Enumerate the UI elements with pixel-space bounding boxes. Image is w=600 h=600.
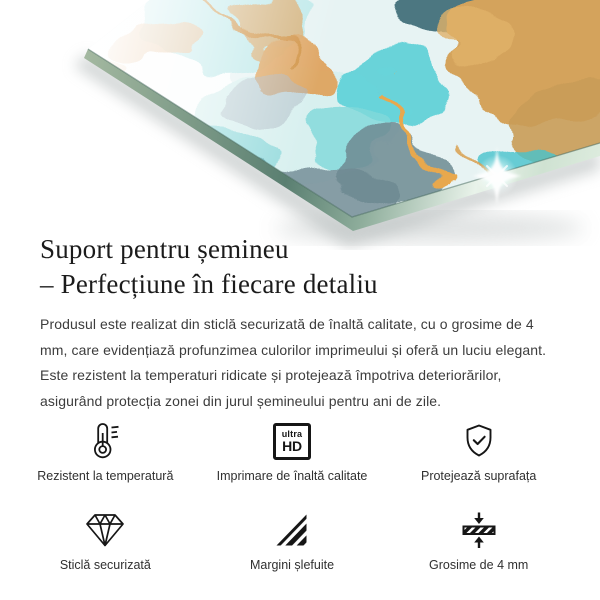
feature-temperature: [12, 420, 199, 483]
description-paragraph: Produsul este realizat din sticlă securizată de înaltă calitate, cu o grosime de 4 mm, care evidențiază profunzimea culorilor imprimeului și oferă un luciu elegant. Este rezistent la temperaturi ridicate și protejează împotriva deteriorărilor, asigurând protecția zonei din jurul șemineului pentru ani de zile.: [40, 316, 547, 409]
thickness-4mm-icon: [459, 509, 499, 551]
feature-thickness: [385, 509, 572, 572]
shield-check-icon: [459, 420, 499, 462]
feature-tempered-glass: [12, 509, 199, 572]
feature-grid: [0, 420, 600, 572]
ultra-hd-icon: ultra HD: [273, 420, 311, 462]
feature-label: Imprimare de înaltă calitate: [216, 469, 368, 483]
feature-polished-edges: [199, 509, 386, 572]
feature-label: Sticlă securizată: [59, 558, 151, 572]
page-title: [40, 232, 562, 302]
polished-edges-icon: [273, 509, 311, 551]
feature-label: Grosime de 4 mm: [428, 558, 529, 572]
thermometer-icon: [85, 420, 125, 462]
feature-label: Protejează suprafața: [420, 469, 537, 483]
description-section: [0, 232, 600, 414]
diamond-icon: [84, 509, 126, 551]
product-photo: [0, 0, 600, 230]
title-line-1: Suport pentru șemineu: [40, 234, 289, 264]
title-line-2: – Perfecțiune în fiecare detaliu: [40, 269, 378, 299]
glass-panel-image: [0, 0, 600, 250]
feature-protection: [385, 420, 572, 483]
feature-label: Rezistent la temperatură: [37, 469, 174, 483]
feature-label: Margini șlefuite: [249, 558, 335, 572]
feature-print-quality: [199, 420, 386, 483]
